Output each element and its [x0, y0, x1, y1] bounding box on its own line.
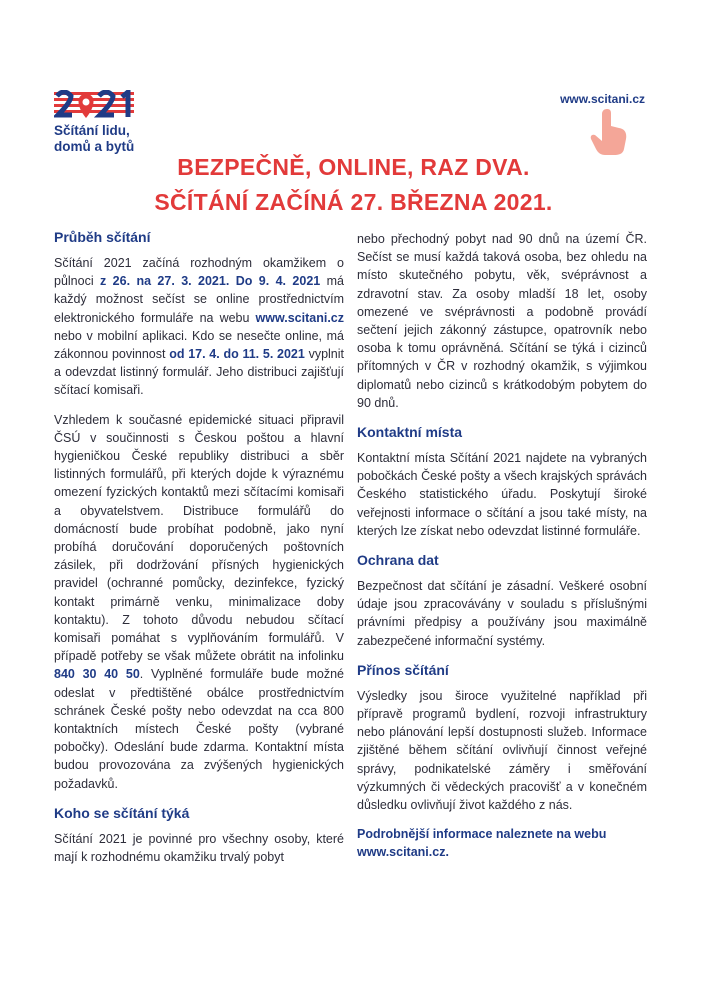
heading-prinos: Přínos sčítání [357, 661, 449, 678]
left-column [54, 228, 344, 877]
paragraph-prubeh: Sčítání 2021 začíná rozhodným okamžikem o půlnoci z 26. na 27. 3. 2021. Do 9. 4. 2021 má každý možnost sečíst se online prostřednictvím elektronického formuláře na webu www.scitani.cz nebo v mobilní aplikaci. Kdo se nesečte online, má zákonnou povinnost od 17. 4. do 11. 5. 2021 vyplnit a odevzdat listinný formulář. Jeho distribuci zajišťují sčítací komisaři. [54, 256, 345, 398]
more-info-text: Podrobnější informace naleznete na webu [357, 827, 607, 842]
website-link[interactable]: www.scitani.cz [560, 92, 645, 106]
heading-kontaktni-mista: Kontaktní místa [357, 424, 463, 441]
paragraph-koho-continued: nebo přechodný pobyt nad 90 dnů na území ČR. Sečíst se musí každá taková osoba, bez ohledu na místo skutečného pobytu, věk, svéprávnost a zdravotní stav. Za osoby mladší 18 let, osoby omezené ve svéprávnosti a podobně provádí sečtení jejich zákonný zástupce, opatrovník nebo osoba k tomu oprávněná. Sčítání se týká i cizinců přítomných v ČR v rozhodný okamžik, s výjimkou diplomatů nebo cizinců s krátkodobým pobytem do 90 dnů. [357, 232, 647, 410]
heading-prubeh: Průběh sčítání [54, 229, 151, 245]
headline-line2: SČÍTÁNÍ ZAČÍNÁ 27. BŘEZNA 2021. [154, 189, 553, 215]
pointing-hand-icon [590, 108, 628, 156]
logo-text-line2: domů a bytů [54, 139, 135, 154]
heading-koho: Koho se sčítání týká [54, 804, 190, 821]
logo-text-line1: Sčítání lidu, [54, 123, 130, 138]
paragraph-kontaktni-mista: Kontaktní místa Sčítání 2021 najdete na vybraných pobočkách České pošty a všech krajských správách Českého statistického úřadu. Poskytují široké veřejnosti informace o sčítání a jsou také místy, na kterých lze získat nebo odevzdat listinné formuláře. [357, 451, 647, 538]
headline-line1: BEZPEČNĚ, ONLINE, RAZ DVA. [177, 154, 530, 180]
paragraph-epidemic: Vzhledem k současné epidemické situaci připravil ČSÚ v součinnosti s Českou poštou a hlavní hygieničkou České republiky distribuci a sběr listinných formulářů, při kterých dojde k výraznému omezení fyzických kontaktů mezi sčítacími komisaři a obyvatelstvem. Distribuce formulářů do domácností bude probíhat podobně, jako nyní probíhá doručování doporučených poštovních zásilek, při dodržování přísných hygienických pravidel (ochranné pomůcky, dezinfekce, fyzický kontakt primárně venku, minimalizace doby kontaktu). Z tohoto důvodu nebudou sčítací komisaři pomáhat s vyplňováním formulářů. V případě potřeby se však můžete obrátit na infolinku 840 30 40 50. Vyplněné formuláře bude možné odeslat v předtištěné obálce prostřednictvím schránek České pošty nebo odevzdat na cca 800 kontaktních místech České pošty (vybrané pobočky). Odeslání bude zdarma. Kontaktní místa budou provozována za zvýšených hygienických požadavků. [54, 412, 344, 791]
headline [0, 150, 707, 220]
census-logo [54, 90, 174, 155]
paragraph-prinos: Výsledky jsou široce využitelné například při přípravě programů bydlení, rozvoji infrastruktury nebo plánování lepší dostupnosti služeb. Informace zjištěné během sčítání ovlivňují činnost veřejné správy, podnikatelské záměry i směřování výzkumných či vědeckých pracovišť a v konečném důsledku ovlivňují život každého z nás. [357, 688, 647, 813]
more-info-link[interactable]: www.scitani.cz. [357, 845, 449, 860]
heading-ochrana-dat: Ochrana dat [357, 552, 439, 569]
more-info [357, 825, 647, 861]
paragraph-koho: Sčítání 2021 je povinné pro všechny osoby, které mají k rozhodnému okamžiku trvalý pobyt [54, 831, 344, 865]
logo-2021-graphic [54, 90, 134, 120]
right-column [357, 230, 647, 861]
paragraph-ochrana-dat: Bezpečnost dat sčítání je zásadní. Veškeré osobní údaje jsou zpracovávány v souladu s příslušnými právními předpisy a používány jsou maximálně zabezpečené informační systémy. [357, 579, 647, 648]
